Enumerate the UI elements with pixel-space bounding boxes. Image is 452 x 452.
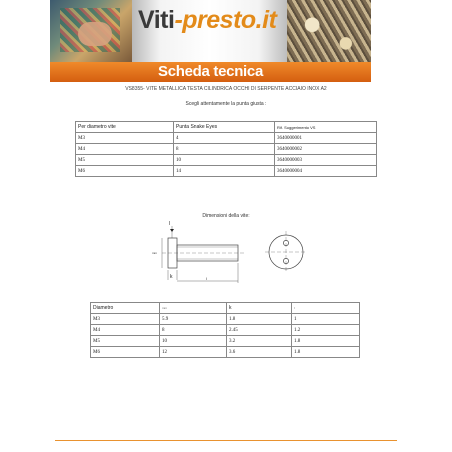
table-header-cell: Diametro: [91, 303, 160, 314]
site-logo: Viti-presto.it: [138, 6, 277, 34]
table-cell: 1.8: [292, 336, 360, 347]
head-height-label: l: [169, 221, 171, 227]
table-cell: 14: [174, 166, 275, 177]
table-header-cell: k: [227, 303, 292, 314]
table-cell: 4: [174, 133, 275, 144]
table-cell: M3: [76, 133, 174, 144]
table-cell: 3.2: [227, 336, 292, 347]
arrow-icon: [170, 229, 174, 232]
table-cell: 3640000004: [275, 166, 377, 177]
table-cell: M5: [76, 155, 174, 166]
table-cell: 10: [174, 155, 275, 166]
table-row: [91, 325, 360, 336]
dimensions-title: Dimensioni della vite:: [202, 213, 250, 219]
table-header-row: [76, 122, 377, 133]
table-row: [91, 336, 360, 347]
screw-front-view: [265, 231, 307, 273]
table-cell: 3.6: [227, 347, 292, 358]
product-subtitle: VS8355- VITE METALLICA TESTA CILINDRICA OCCHI DI SERPENTE ACCIAIO INOX A2: [125, 86, 327, 92]
table-row: [91, 347, 360, 358]
screw-side-view: [162, 226, 244, 283]
tools-photo: [50, 0, 132, 62]
table-cell: 1.8: [292, 347, 360, 358]
dimensions-table: [90, 302, 360, 358]
screw-technical-drawing: [140, 218, 310, 293]
table-cell: 8: [160, 325, 227, 336]
table-cell: 5.9: [160, 314, 227, 325]
header-banner: [50, 0, 371, 62]
table-cell: M3: [91, 314, 160, 325]
screws-photo: [287, 0, 371, 62]
table-cell: M4: [91, 325, 160, 336]
table-row: [91, 314, 360, 325]
table-header-row: [91, 303, 360, 314]
head-diameter-label: mm: [152, 251, 157, 255]
table-header-cell: Per diametro vite: [76, 122, 174, 133]
table-cell: 1.2: [292, 325, 360, 336]
table-cell: 2.45: [227, 325, 292, 336]
table-cell: 8: [174, 144, 275, 155]
bits-table: [75, 121, 377, 177]
length-label: l: [206, 276, 207, 281]
table-header-cell: mm: [160, 303, 227, 314]
table-cell: M5: [91, 336, 160, 347]
table-cell: 3640000002: [275, 144, 377, 155]
k-label: k: [170, 274, 173, 280]
table-cell: 3640000003: [275, 155, 377, 166]
table-row: [76, 166, 377, 177]
table-cell: 10: [160, 336, 227, 347]
table-cell: M6: [91, 347, 160, 358]
logo-area: [132, 0, 287, 62]
table-header-cell: Rif. Suggerimento VS: [275, 122, 377, 133]
table-cell: 3640000001: [275, 133, 377, 144]
table-cell: M6: [76, 166, 174, 177]
title-bar: [50, 62, 371, 82]
table-cell: M4: [76, 144, 174, 155]
table-row: [76, 144, 377, 155]
table-header-cell: l: [292, 303, 360, 314]
footer-divider: [55, 440, 397, 441]
table-cell: 12: [160, 347, 227, 358]
table-row: [76, 155, 377, 166]
table-cell: 1: [292, 314, 360, 325]
table-cell: 1.8: [227, 314, 292, 325]
instruction-text: Scegli attentamente la punta giusta :: [185, 101, 267, 107]
page-title: Scheda tecnica: [157, 63, 264, 80]
table-header-cell: Punta Snake Eyes: [174, 122, 275, 133]
table-row: [76, 133, 377, 144]
